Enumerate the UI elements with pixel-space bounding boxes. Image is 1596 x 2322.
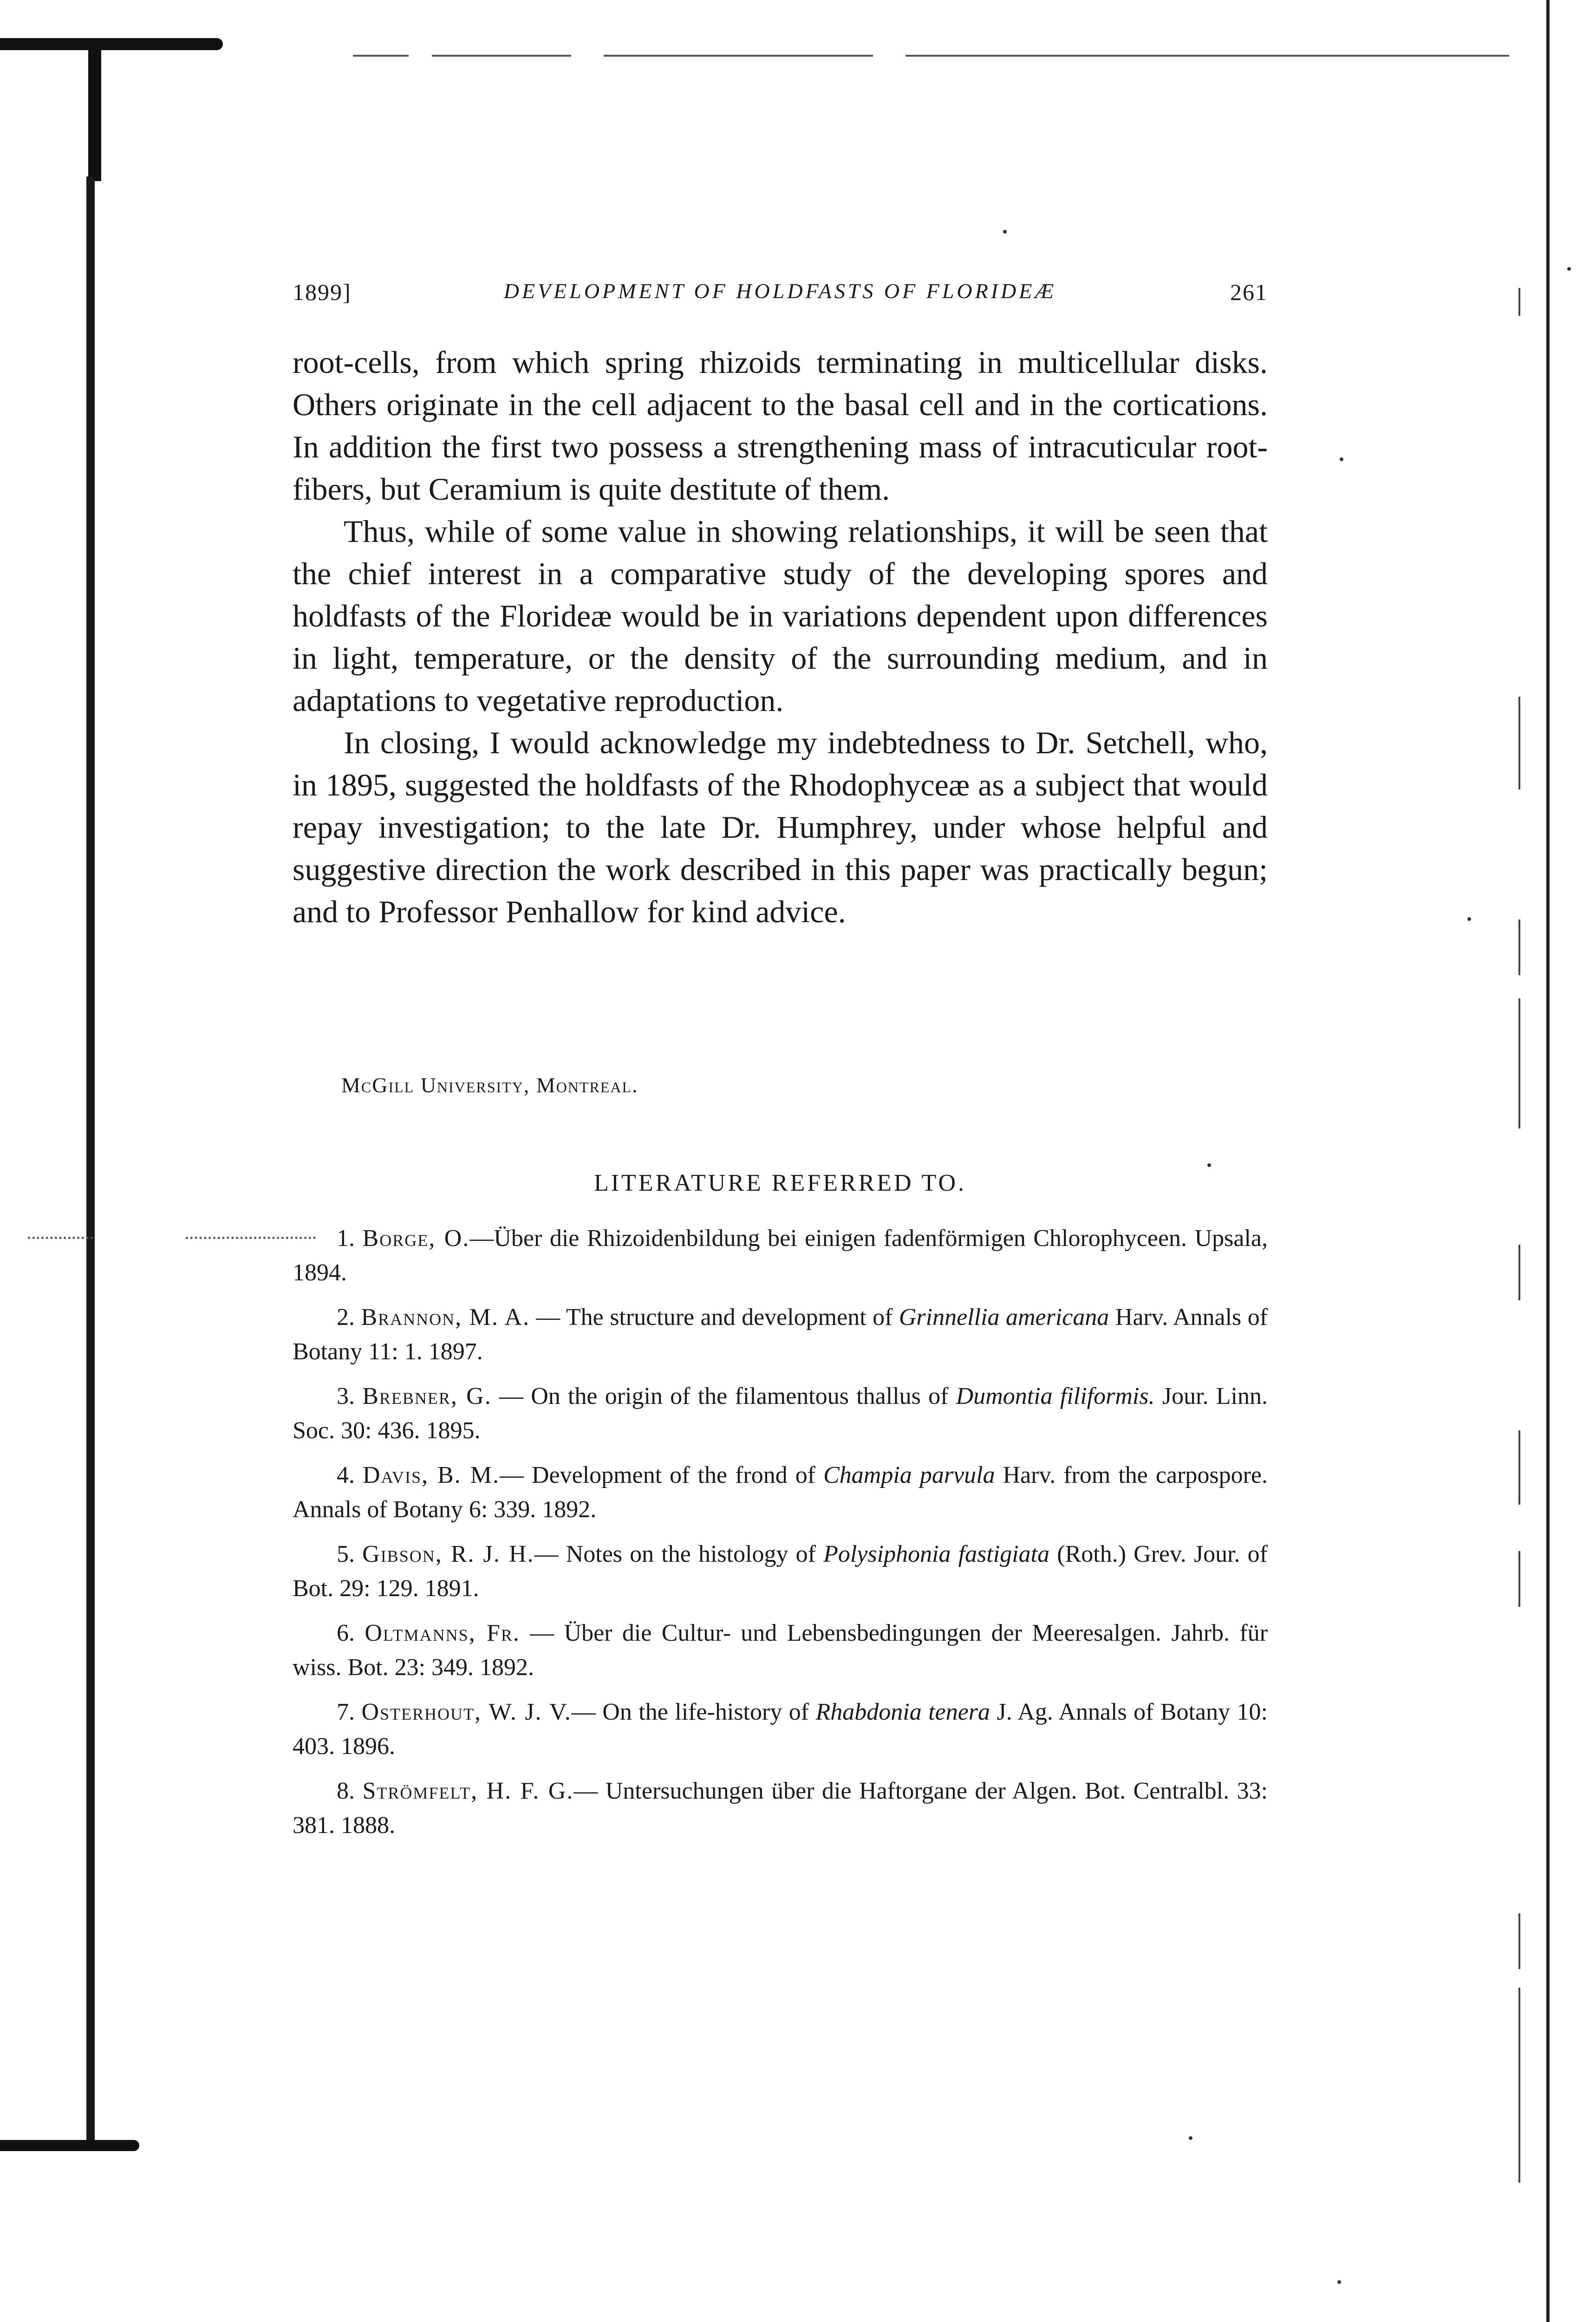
binding-bar-top bbox=[0, 38, 223, 50]
reference-citation: Harv. from the carpospore. Annals of Botany 6: 339. 1892. bbox=[293, 1462, 1268, 1523]
reference-author: Strömfelt, H. F. G. bbox=[362, 1778, 574, 1804]
binding-bar-bottom bbox=[0, 2140, 139, 2151]
body-paragraph: Thus, while of some value in showing relationships, it will be seen that the chief interest in a comparative study of the developing spores and holdfasts of the Florideæ would be in variations dependent upon differences in light, temperature, or the density of the surrounding medium, and in adaptations to vegetative reproduction. bbox=[293, 514, 1268, 718]
reference-author: Brebner, G. bbox=[362, 1383, 492, 1409]
reference-number: 4. bbox=[337, 1462, 355, 1488]
speck bbox=[1467, 917, 1471, 921]
reference-citation: Bot. Centralbl. 33: 381. 1888. bbox=[293, 1778, 1268, 1839]
speck bbox=[1567, 267, 1571, 271]
speck bbox=[1340, 457, 1343, 461]
reference-title: Notes on the histology of bbox=[566, 1541, 824, 1567]
reference-citation: Upsala, 1894. bbox=[293, 1225, 1268, 1286]
reference-item bbox=[293, 1616, 1268, 1685]
running-head-title: DEVELOPMENT OF HOLDFASTS OF FLORIDEÆ bbox=[503, 279, 1057, 303]
reference-list bbox=[293, 1221, 1268, 1853]
right-edge-tick bbox=[1518, 1551, 1520, 1607]
reference-author: Gibson, R. J. H. bbox=[362, 1541, 534, 1567]
reference-item bbox=[293, 1774, 1268, 1843]
right-edge-tick bbox=[1518, 288, 1520, 316]
speck bbox=[1337, 2280, 1341, 2284]
reference-title-italic: Grinnellia americana bbox=[899, 1304, 1109, 1331]
reference-item bbox=[293, 1695, 1268, 1764]
speck bbox=[1207, 1163, 1211, 1167]
body-paragraph: In closing, I would acknowledge my indebtedness to Dr. Setchell, who, in 1895, suggested the holdfasts of the Rhodophyceæ as a subject that would repay investigation; to the late Dr. Humphrey, under whose helpful and suggestive direction the work described in this paper was practically begun; and to Professor Penhallow for kind advice. bbox=[293, 725, 1268, 929]
reference-item bbox=[293, 1379, 1268, 1448]
reference-title-italic: Champia parvula bbox=[823, 1462, 995, 1488]
right-edge-tick bbox=[1518, 697, 1520, 789]
reference-author: Davis, B. M. bbox=[363, 1462, 500, 1488]
reference-title: On the origin of the filamentous thallus of bbox=[531, 1383, 956, 1409]
right-edge-tick bbox=[1518, 1245, 1520, 1300]
reference-title-italic: Polysiphonia fastigiata bbox=[823, 1541, 1050, 1567]
literature-heading: LITERATURE REFERRED TO. bbox=[593, 1170, 967, 1196]
reference-separator: — bbox=[573, 1778, 606, 1804]
right-edge-tick bbox=[1518, 1988, 1520, 2183]
reference-item bbox=[293, 1300, 1268, 1369]
reference-separator: — bbox=[499, 1462, 532, 1488]
reference-item bbox=[293, 1458, 1268, 1527]
reference-title-italic: Rhabdonia tenera bbox=[815, 1699, 990, 1725]
reference-author: Osterhout, W. J. V. bbox=[361, 1699, 572, 1725]
reference-number: 1. bbox=[337, 1225, 355, 1252]
reference-citation: Jour. Linn. Soc. 30: 436. 1895. bbox=[293, 1383, 1268, 1444]
reference-number: 6. bbox=[337, 1620, 355, 1646]
reference-author: Oltmanns, Fr. bbox=[365, 1620, 520, 1646]
reference-title: Untersuchungen über die Haftorgane der Algen. bbox=[605, 1778, 1077, 1804]
reference-separator: — bbox=[520, 1620, 564, 1646]
speck bbox=[1189, 2136, 1192, 2140]
body-text bbox=[293, 341, 1268, 933]
reference-separator: — bbox=[534, 1541, 566, 1567]
dotted-scan-line bbox=[28, 1237, 93, 1239]
reference-citation: Jahrb. für wiss. Bot. 23: 349. 1892. bbox=[293, 1620, 1268, 1681]
right-page-edge bbox=[1546, 0, 1550, 2322]
reference-title: Über die Cultur- und Lebensbedingungen der Meeresalgen. bbox=[564, 1620, 1162, 1646]
reference-separator: — bbox=[491, 1383, 531, 1409]
right-edge-tick bbox=[1518, 1913, 1520, 1969]
scan-dash bbox=[905, 55, 1509, 57]
page-number: 261 bbox=[1230, 279, 1268, 305]
running-head-year: 1899] bbox=[293, 279, 352, 305]
reference-number: 5. bbox=[337, 1541, 355, 1567]
running-head bbox=[293, 279, 1268, 316]
binding-spine bbox=[86, 176, 95, 2150]
author-affiliation: McGill University, Montreal. bbox=[341, 1073, 638, 1097]
binding-stem-top bbox=[88, 42, 101, 181]
reference-item bbox=[293, 1221, 1268, 1290]
reference-title-italic: Dumontia filiformis. bbox=[956, 1383, 1155, 1409]
reference-number: 2. bbox=[337, 1304, 355, 1331]
reference-title: Über die Rhizoidenbildung bei einigen fadenförmigen Chlorophyceen. bbox=[494, 1225, 1187, 1252]
right-edge-tick bbox=[1518, 1430, 1520, 1505]
speck bbox=[1003, 230, 1007, 234]
reference-title: Development of the frond of bbox=[532, 1462, 824, 1488]
right-edge-tick bbox=[1518, 998, 1520, 1128]
right-edge-tick bbox=[1518, 920, 1520, 975]
reference-author: Brannon, M. A. bbox=[361, 1304, 530, 1331]
reference-title: On the life-history of bbox=[602, 1699, 816, 1725]
reference-separator: — bbox=[469, 1225, 494, 1252]
scan-dash bbox=[432, 55, 571, 57]
reference-separator: — bbox=[529, 1304, 566, 1331]
reference-number: 7. bbox=[337, 1699, 355, 1725]
reference-separator: — bbox=[571, 1699, 603, 1725]
scan-dash bbox=[604, 55, 873, 57]
body-paragraph: root-cells, from which spring rhizoids terminating in multicellular disks. Others originate in the cell adjacent to the basal cell and in the cortications. In addition the first two possess a strengthening mass of intracuticular root-fibers, but Ceramium is quite destitute of them. bbox=[293, 345, 1268, 507]
reference-citation: Harv. Annals of Botany 11: 1. 1897. bbox=[293, 1304, 1268, 1365]
reference-title: The structure and development of bbox=[566, 1304, 899, 1331]
reference-author: Borge, O. bbox=[362, 1225, 470, 1252]
reference-citation: J. Ag. Annals of Botany 10: 403. 1896. bbox=[293, 1699, 1268, 1760]
reference-citation: (Roth.) Grev. Jour. of Bot. 29: 129. 1891. bbox=[293, 1541, 1268, 1602]
reference-number: 8. bbox=[337, 1778, 355, 1804]
scan-dash bbox=[353, 55, 409, 57]
reference-number: 3. bbox=[337, 1383, 355, 1409]
reference-item bbox=[293, 1537, 1268, 1606]
